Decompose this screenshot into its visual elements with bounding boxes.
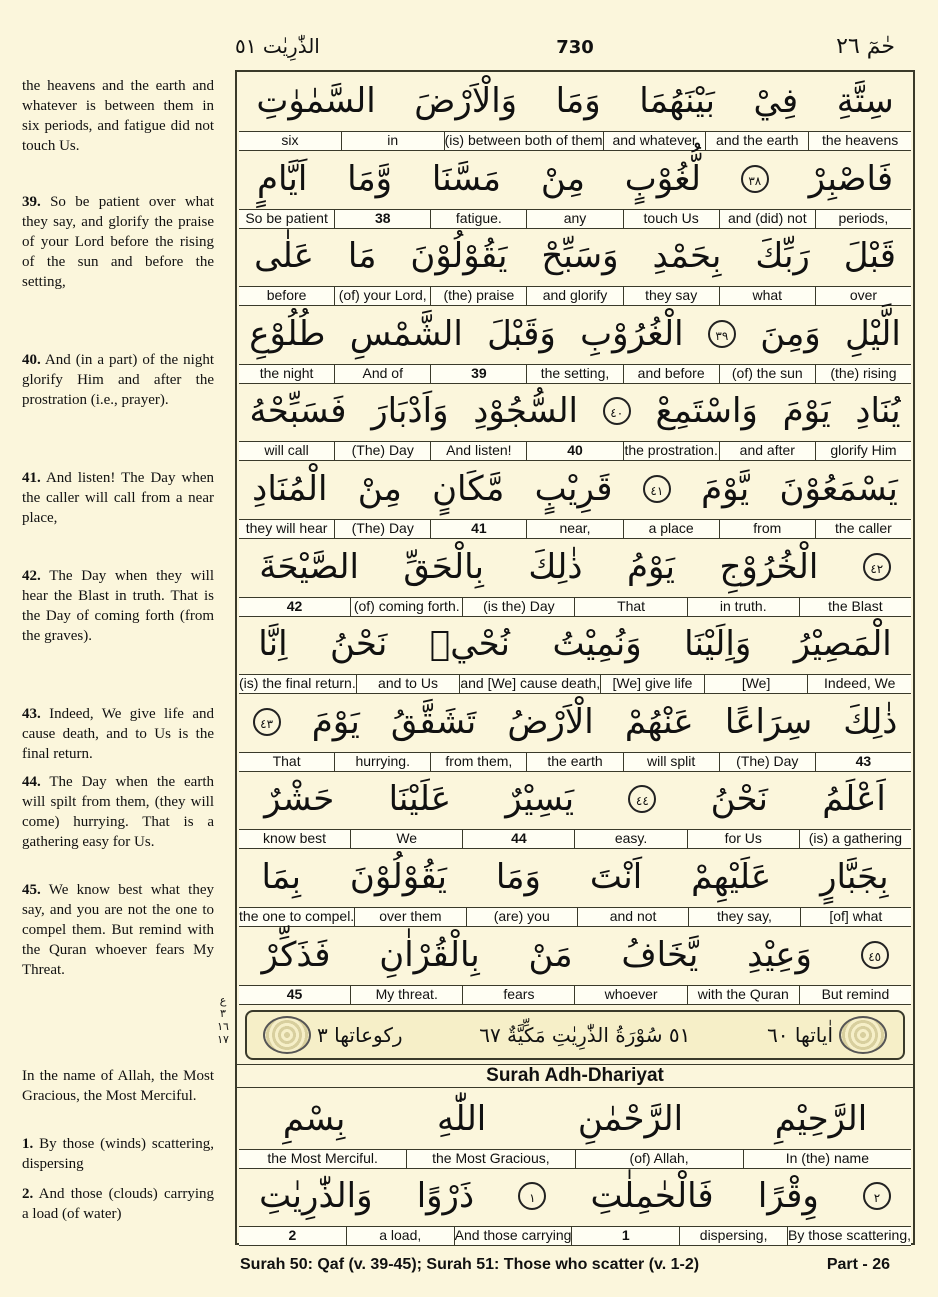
gloss-cell: In (the) name bbox=[743, 1150, 911, 1168]
arabic-word: وَاسْتَمِعْ bbox=[655, 391, 758, 432]
arabic-word: قَبْلَ bbox=[843, 236, 897, 277]
gloss-cell: [We] bbox=[704, 675, 808, 693]
english-gloss-line bbox=[239, 209, 911, 229]
arabic-word: يَّوْمَ bbox=[701, 469, 750, 509]
gloss-cell: And listen! bbox=[430, 442, 526, 460]
gloss-cell: (The) Day bbox=[719, 753, 815, 771]
arabic-word: تَشَقَّقُ bbox=[390, 701, 477, 742]
gloss-cell: We bbox=[350, 830, 462, 848]
gloss-cell: [of] what bbox=[800, 908, 911, 926]
arabic-word: عَلَيْهِمْ bbox=[691, 857, 772, 897]
arabic-word: اَنْتَ bbox=[589, 857, 643, 897]
verse-row bbox=[237, 305, 913, 383]
arabic-word: الْخُرُوْجِ bbox=[719, 546, 819, 587]
arabic-word: اَعْلَمُ bbox=[822, 779, 886, 820]
gloss-cell: for Us bbox=[687, 830, 799, 848]
arabic-word: الشَّمْسِ bbox=[349, 313, 463, 354]
arabic-word: مَا bbox=[347, 236, 377, 277]
arabic-word: وَمِنَ bbox=[760, 313, 821, 354]
arabic-word: نَحْنُ bbox=[330, 624, 388, 665]
english-gloss-line bbox=[239, 364, 911, 384]
page-footer bbox=[240, 1256, 920, 1280]
gloss-cell: (of) coming forth. bbox=[350, 598, 462, 616]
gloss-cell: easy. bbox=[574, 830, 686, 848]
gloss-cell: and after bbox=[719, 442, 815, 460]
arabic-word: يَقُوْلُوْنَ bbox=[410, 236, 508, 277]
arabic-word: سِرَاعًا bbox=[724, 701, 813, 742]
arabic-word: فَاصْبِرْ bbox=[808, 158, 894, 199]
gloss-cell: and whatever bbox=[603, 132, 706, 150]
english-gloss-line bbox=[239, 597, 911, 617]
arabic-word: الرَّحِيْمِ bbox=[774, 1099, 868, 1139]
arabic-word: بِالْقُرْاٰنِ bbox=[379, 934, 480, 975]
gloss-cell: (is) the final return. bbox=[239, 675, 356, 692]
translation-block: the heavens and the earth and whatever is between them in six periods, and fatigue did not touch Us. bbox=[22, 78, 214, 154]
arabic-word: طُلُوْعِ bbox=[249, 313, 326, 354]
verse-end-marker: ٤٥ bbox=[861, 941, 889, 969]
arabic-text-line bbox=[237, 770, 913, 828]
verse-row bbox=[237, 1167, 913, 1245]
gloss-cell: But remind bbox=[799, 986, 911, 1004]
gloss-cell: over them bbox=[354, 908, 465, 926]
verse-row bbox=[237, 538, 913, 616]
arabic-word: بِمَا bbox=[261, 857, 301, 897]
arabic-word: الْاَرْضُ bbox=[507, 701, 594, 742]
verse-end-marker: ١ bbox=[518, 1182, 546, 1210]
gloss-cell: fears bbox=[462, 986, 574, 1004]
gloss-cell: near, bbox=[526, 520, 622, 538]
arabic-word: يَسْمَعُوْنَ bbox=[779, 469, 898, 509]
arabic-word: عَلٰى bbox=[254, 236, 314, 277]
arabic-word: الْمُنَادِ bbox=[252, 469, 328, 509]
arabic-word: الرَّحْمٰنِ bbox=[577, 1099, 684, 1139]
arabic-word: اِنَّا bbox=[258, 624, 288, 665]
gloss-cell: the Most Merciful. bbox=[267, 1150, 378, 1166]
arabic-word: ذَرْوًا bbox=[416, 1176, 475, 1216]
arabic-word: يَوْمَ bbox=[782, 391, 831, 432]
arabic-word: الْغُرُوْبِ bbox=[580, 313, 684, 354]
arabic-text-line bbox=[237, 615, 913, 673]
gloss-cell: the Most Gracious, bbox=[406, 1150, 574, 1168]
gloss-cell: the night bbox=[259, 364, 314, 381]
gloss-cell: the earth bbox=[526, 753, 622, 771]
arabic-word: حَشْرٌ bbox=[264, 779, 335, 820]
english-gloss-line bbox=[239, 519, 911, 539]
gloss-cell: And of bbox=[334, 365, 430, 383]
arabic-text-line bbox=[237, 460, 913, 518]
gloss-cell: 2 bbox=[288, 1227, 297, 1243]
gloss-cell: they say bbox=[623, 287, 719, 305]
gloss-cell: and before bbox=[623, 365, 719, 383]
gloss-cell: (the) praise bbox=[430, 287, 526, 305]
gloss-cell: (is the) Day bbox=[462, 598, 574, 616]
arabic-word: مِنْ bbox=[357, 469, 402, 509]
gloss-cell: in bbox=[341, 132, 444, 150]
gloss-cell: (The) Day bbox=[334, 442, 430, 460]
arabic-word: السَّمٰوٰتِ bbox=[256, 81, 376, 121]
ornament-icon bbox=[839, 1016, 887, 1054]
gloss-cell: Indeed, We bbox=[807, 675, 911, 693]
arabic-word: يَقُوْلُوْنَ bbox=[349, 857, 447, 897]
arabic-word: وَاَدْبَارَ bbox=[371, 391, 449, 432]
verse-row bbox=[237, 382, 913, 460]
arabic-word: السُّجُوْدِ bbox=[473, 391, 579, 432]
juz-heading-right: حٰمٓ ٢٦ bbox=[836, 34, 895, 59]
gloss-cell: the heavens bbox=[808, 132, 911, 150]
verse-row bbox=[237, 1090, 913, 1168]
arabic-word: نَحْنُ bbox=[710, 779, 768, 820]
arabic-word: ذٰلِكَ bbox=[843, 701, 898, 742]
surah-banner bbox=[245, 1010, 905, 1060]
arabic-word: وَّمَا bbox=[347, 158, 393, 199]
arabic-word: وَمَا bbox=[495, 857, 541, 897]
gloss-cell: 43 bbox=[815, 753, 911, 771]
verse-row bbox=[237, 615, 913, 693]
english-gloss-line bbox=[239, 829, 911, 849]
ruku-marker: ع ٣ ١٦ ١٧ bbox=[217, 994, 229, 1046]
arabic-word: بِالْحَقِّ bbox=[403, 546, 484, 587]
english-gloss-line bbox=[239, 674, 911, 694]
arabic-word: يَوْمُ bbox=[626, 546, 676, 587]
verse-end-marker: ٤١ bbox=[643, 475, 671, 503]
arabic-word: يُنَادِ bbox=[855, 391, 901, 432]
gloss-cell: they say, bbox=[688, 908, 799, 926]
gloss-cell: from bbox=[719, 520, 815, 538]
arabic-text-line bbox=[237, 1090, 913, 1148]
gloss-cell: That bbox=[574, 598, 686, 616]
gloss-cell: a load, bbox=[346, 1227, 454, 1245]
surah-title: Surah Adh-Dhariyat bbox=[237, 1064, 913, 1088]
arabic-word: نُحْيٖ bbox=[429, 624, 510, 665]
gloss-cell: the caller bbox=[815, 520, 911, 538]
gloss-cell: (the) rising bbox=[815, 365, 911, 383]
arabic-word: فِيْ bbox=[753, 81, 799, 121]
gloss-cell: and to Us bbox=[356, 675, 460, 693]
gloss-cell: the setting, bbox=[526, 365, 622, 383]
gloss-cell: the prostration. bbox=[624, 442, 718, 459]
gloss-cell: (of) Allah, bbox=[575, 1150, 743, 1168]
arabic-word: يَّخَافُ bbox=[621, 934, 699, 975]
arabic-word: مَسَّنَا bbox=[431, 158, 502, 199]
english-gloss-line bbox=[239, 752, 911, 772]
english-gloss-line bbox=[239, 985, 911, 1005]
verse-end-marker: ٣٩ bbox=[708, 320, 736, 348]
arabic-word: رَبِّكَ bbox=[755, 236, 810, 277]
arabic-word: لُّغُوْبٍ bbox=[624, 158, 702, 199]
gloss-cell: before bbox=[266, 287, 307, 304]
gloss-cell: in truth. bbox=[687, 598, 799, 616]
banner-surah-name: ٥١ سُوْرَةُ الذّٰرِيٰتِ مَكِّيَّةٌ ٦٧ bbox=[479, 1023, 691, 1047]
arabic-word: بِحَمْدِ bbox=[652, 236, 722, 277]
gloss-cell: My threat. bbox=[350, 986, 462, 1004]
ornament-icon bbox=[263, 1016, 311, 1054]
gloss-cell: the one to compel. bbox=[239, 908, 355, 924]
arabic-word: يَسِيْرٌ bbox=[505, 779, 575, 820]
gloss-cell: from them, bbox=[430, 753, 526, 771]
footer-surah-info: Surah 50: Qaf (v. 39-45); Surah 51: Those who scatter (v. 1-2) bbox=[240, 1256, 700, 1273]
arabic-text-line bbox=[237, 227, 913, 285]
arabic-word: اَيَّامٍ bbox=[256, 158, 308, 199]
gloss-cell: a place bbox=[623, 520, 719, 538]
arabic-word: وَقَبْلَ bbox=[487, 313, 556, 354]
gloss-cell: (is) a gathering bbox=[799, 830, 911, 848]
gloss-cell: hurrying. bbox=[334, 753, 430, 771]
verse-row bbox=[237, 926, 913, 1004]
footer-part: Part - 26 bbox=[826, 1256, 890, 1273]
banner-ayat-count: اٰياتها ٦٠ bbox=[767, 1023, 833, 1047]
gloss-cell: 1 bbox=[571, 1227, 679, 1245]
translation-block: 42. The Day when they will hear the Blast in truth. That is the Day of coming forth (from the graves). bbox=[22, 568, 215, 644]
arabic-word: اللّٰهِ bbox=[436, 1099, 487, 1139]
gloss-cell: (of) your Lord, bbox=[334, 287, 430, 305]
verse-end-marker: ٤٠ bbox=[603, 397, 631, 425]
verse-row bbox=[237, 227, 913, 305]
verse-row bbox=[237, 150, 913, 228]
gloss-cell: (The) Day bbox=[334, 520, 430, 538]
gloss-cell: 40 bbox=[526, 442, 622, 460]
gloss-cell: dispersing, bbox=[679, 1227, 787, 1245]
gloss-cell: and [We] cause death, bbox=[460, 675, 601, 692]
gloss-cell: (of) the sun bbox=[719, 365, 815, 383]
translation-block: In the name of Allah, the Most Gracious, the Most Merciful. bbox=[22, 1068, 214, 1104]
arabic-text-line bbox=[237, 150, 913, 208]
gloss-cell: and (did) not bbox=[719, 210, 815, 228]
arabic-word: فَسَبِّحْهُ bbox=[249, 391, 347, 432]
verse-end-marker: ٢ bbox=[863, 1182, 891, 1210]
arabic-word: فَالْحٰمِلٰتِ bbox=[590, 1176, 714, 1216]
arabic-word: وَعِيْدِ bbox=[747, 934, 812, 975]
english-gloss-line bbox=[239, 286, 911, 306]
gloss-cell: fatigue. bbox=[430, 210, 526, 228]
arabic-word: وَاِلَيْنَا bbox=[684, 624, 752, 665]
arabic-word: وَالذّٰرِيٰتِ bbox=[259, 1176, 373, 1216]
gloss-cell: they will hear bbox=[245, 520, 328, 536]
verse-end-marker: ٤٣ bbox=[253, 708, 281, 736]
arabic-word: بِجَبَّارٍ bbox=[820, 857, 889, 897]
banner-ruku-count: ركوعاتها ٣ bbox=[317, 1023, 403, 1047]
arabic-word: وِقْرًا bbox=[757, 1176, 819, 1216]
gloss-cell: touch Us bbox=[623, 210, 719, 228]
arabic-text-line bbox=[237, 305, 913, 363]
gloss-cell: 38 bbox=[334, 210, 430, 228]
arabic-word: فَذَكِّرْ bbox=[261, 934, 331, 975]
gloss-cell: whoever bbox=[574, 986, 686, 1004]
gloss-cell: and not bbox=[577, 908, 688, 926]
gloss-cell: And those carrying bbox=[454, 1227, 572, 1243]
verse-row bbox=[237, 72, 913, 150]
arabic-word: وَمَا bbox=[555, 81, 601, 121]
gloss-cell: with the Quran bbox=[687, 986, 799, 1004]
verse-end-marker: ٤٤ bbox=[628, 785, 656, 813]
gloss-cell: 42 bbox=[286, 597, 303, 614]
gloss-cell: periods, bbox=[815, 210, 911, 228]
gloss-cell: (are) you bbox=[466, 908, 577, 926]
translation-block: 41. And listen! The Day when the caller will call from a near place, bbox=[22, 470, 214, 526]
translation-block: 39. So be patient over what they say, and glorify the praise of your Lord before the rising of the sun and before the setting, bbox=[22, 194, 214, 290]
arabic-word: الْمَصِيْرُ bbox=[793, 624, 892, 665]
gloss-cell: what bbox=[719, 287, 815, 305]
arabic-word: وَسَبِّحْ bbox=[541, 236, 619, 277]
gloss-cell: and glorify bbox=[526, 287, 622, 305]
gloss-cell: will split bbox=[623, 753, 719, 771]
arabic-word: يَوْمَ bbox=[311, 701, 360, 742]
english-gloss-line bbox=[239, 441, 911, 461]
gloss-cell: will call bbox=[264, 442, 309, 459]
gloss-cell: 41 bbox=[430, 520, 526, 538]
arabic-word: مِنْ bbox=[540, 158, 585, 199]
translation-block: 40. And (in a part) of the night glorify Him and after the prostration (i.e., prayer). bbox=[22, 352, 214, 408]
verse-row bbox=[237, 848, 913, 926]
arabic-word: الَّيْلِ bbox=[845, 313, 901, 354]
interlinear-panel bbox=[235, 70, 915, 1245]
gloss-cell: and the earth bbox=[705, 132, 808, 150]
english-gloss-line bbox=[239, 1149, 911, 1169]
translation-block: 2. And those (clouds) carrying a load (of water) bbox=[22, 1186, 214, 1222]
arabic-word: وَالْاَرْضَ bbox=[414, 81, 518, 121]
arabic-word: سِتَّةِ bbox=[836, 81, 894, 121]
gloss-cell: So be patient bbox=[245, 209, 328, 226]
gloss-cell: any bbox=[526, 210, 622, 228]
arabic-word: الصَّيْحَةَ bbox=[259, 546, 359, 587]
arabic-word: ذٰلِكَ bbox=[528, 546, 583, 587]
page-number: 730 bbox=[556, 37, 594, 58]
verse-end-marker: ٣٨ bbox=[741, 165, 769, 193]
arabic-text-line bbox=[237, 848, 913, 906]
arabic-word: عَنْهُمْ bbox=[624, 701, 694, 742]
arabic-word: عَلَيْنَا bbox=[388, 779, 451, 820]
gloss-cell: six bbox=[281, 132, 299, 148]
translation-block: 43. Indeed, We give life and cause death, and to Us is the final return. bbox=[22, 706, 214, 762]
arabic-text-line bbox=[237, 926, 913, 984]
arabic-word: وَنُمِيْتُ bbox=[552, 624, 642, 665]
gloss-cell: over bbox=[815, 287, 911, 305]
english-gloss-line bbox=[239, 907, 911, 927]
english-gloss-line bbox=[239, 1226, 911, 1246]
gloss-cell: By those scattering, bbox=[788, 1227, 911, 1243]
gloss-cell: (is) between both of them bbox=[444, 132, 603, 148]
gloss-cell: That bbox=[272, 752, 301, 769]
page-header bbox=[235, 30, 915, 66]
gloss-cell: 44 bbox=[462, 830, 574, 848]
gloss-cell: glorify Him bbox=[815, 442, 911, 460]
gloss-cell: 39 bbox=[430, 365, 526, 383]
arabic-text-line bbox=[237, 693, 913, 751]
gloss-cell: 45 bbox=[286, 985, 303, 1002]
gloss-cell: [We] give life bbox=[600, 675, 704, 693]
arabic-word: بِسْمِ bbox=[282, 1099, 346, 1139]
arabic-text-line bbox=[237, 1167, 913, 1225]
verse-row bbox=[237, 460, 913, 538]
translation-block: 1. By those (winds) scattering, dispersing bbox=[22, 1136, 214, 1172]
arabic-text-line bbox=[237, 538, 913, 596]
arabic-word: قَرِيْبٍ bbox=[534, 469, 613, 509]
arabic-word: مَّكَانٍ bbox=[432, 469, 505, 509]
verse-row bbox=[237, 770, 913, 848]
verse-row bbox=[237, 693, 913, 771]
surah-heading-left: الذّٰرِيٰت ٥١ bbox=[235, 34, 320, 58]
verse-end-marker: ٤٢ bbox=[863, 553, 891, 581]
arabic-word: بَيْنَهُمَا bbox=[639, 81, 715, 121]
arabic-word: مَنْ bbox=[528, 934, 573, 975]
english-gloss-line bbox=[239, 131, 911, 151]
arabic-text-line bbox=[237, 382, 913, 440]
translation-block: 45. We know best what they say, and you are not the one to compel them. But remind with the Quran whoever fears My Threat. bbox=[22, 882, 214, 978]
arabic-text-line bbox=[237, 72, 913, 130]
gloss-cell: the Blast bbox=[799, 598, 911, 616]
gloss-cell: know best bbox=[263, 830, 327, 847]
translation-block: 44. The Day when the earth will spilt from them, (they will come) hurrying. That is a gathering easy for Us. bbox=[22, 774, 215, 850]
